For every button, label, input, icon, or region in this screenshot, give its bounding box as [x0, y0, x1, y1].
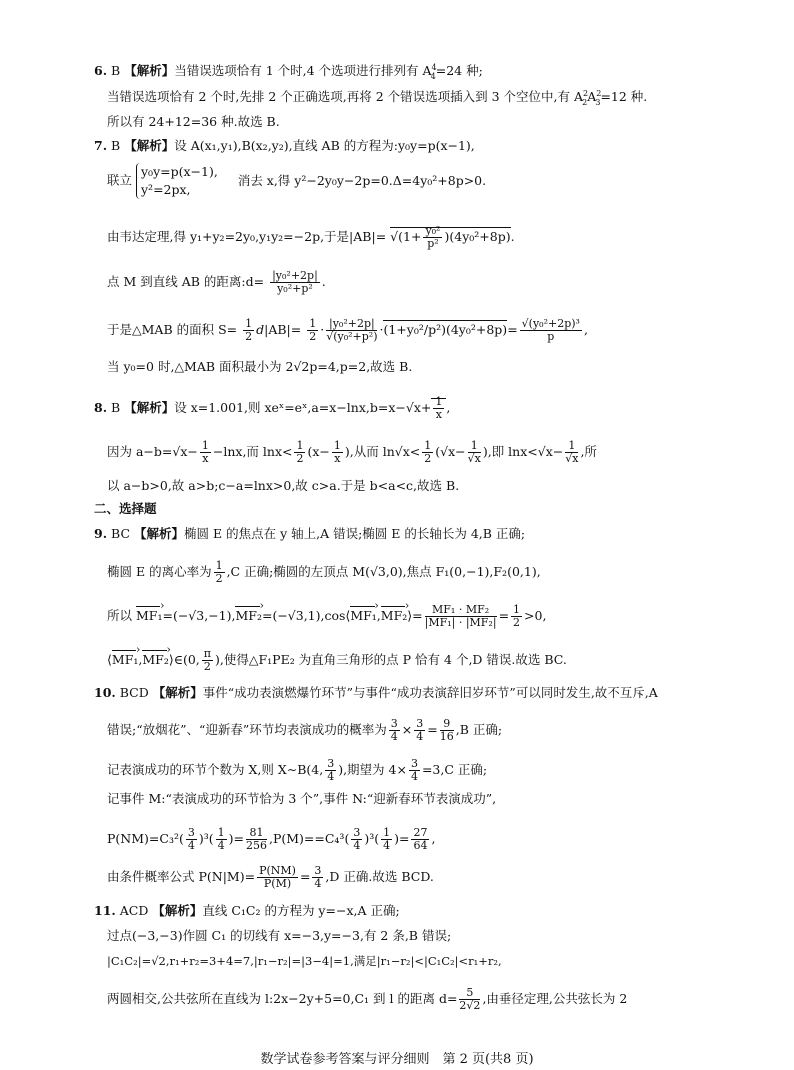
denominator: x: [435, 408, 442, 421]
text: 当错误选项恰有 1 个时,4 个选项进行排列有 A: [174, 63, 432, 78]
text: 椭圆 E 的焦点在 y 轴上,A 错误;椭圆 E 的长轴长为 4,B 正确;: [184, 526, 526, 541]
numerator: 3: [353, 826, 361, 839]
numerator: 1: [435, 395, 443, 408]
fraction: [325, 758, 336, 783]
text: =(−√3,−1),: [162, 608, 236, 623]
denominator: 2: [296, 452, 304, 465]
numerator: 1: [383, 826, 391, 839]
text: ,C 正确;椭圆的左顶点 M(√3,0),焦点 F₁(0,−1),F₂(0,1),: [226, 564, 541, 579]
fraction: [332, 440, 343, 465]
answer-letter: B: [111, 400, 121, 415]
text: 由韦达定理,得 y₁+y₂=2y₀,y₁y₂=−2p,于是|AB|=: [107, 229, 387, 244]
fraction: [200, 440, 211, 465]
numerator: 1: [296, 439, 304, 452]
text: 椭圆 E 的离心率为: [107, 564, 212, 579]
equation: y²=2px,: [141, 182, 191, 197]
numerator: 81: [246, 827, 267, 840]
fraction: [565, 440, 578, 465]
fraction: [351, 827, 362, 852]
text: |AB|=: [264, 322, 302, 337]
text: 过点(−3,−3)作圆 C₁ 的切线有 x=−3,y=−3,有 2 条,B 错误;: [107, 928, 452, 943]
text: (√x−: [435, 444, 466, 459]
denominator: 2: [245, 330, 253, 343]
text: ⟩=: [407, 608, 423, 623]
q7-line3: 由韦达定理,得 y₁+y₂=2y₀,y₁y₂=−2p,于是|AB|= √(1+ $\frac{\text{y₀²}}{\text{p²}}$ )(4y₀²+8p).: [107, 224, 515, 250]
denominator: 4: [353, 839, 361, 852]
text: 事件“成功表演燃爆竹环节”与事件“成功表演辞旧岁环节”可以同时发生,故不互斥,A: [202, 685, 658, 700]
vector: MF₁ ›: [350, 608, 376, 624]
denominator: p: [547, 330, 555, 343]
text: (1+: [398, 229, 422, 244]
text: 因为 a−b=√x−: [107, 444, 198, 459]
question-number: 6.: [94, 63, 108, 78]
denominator: 4: [314, 877, 322, 890]
text: ⟩∈(0,: [168, 652, 200, 667]
denominator: 2: [215, 572, 223, 585]
numerator: 9: [440, 718, 454, 731]
fraction: [312, 865, 323, 890]
fraction: [214, 560, 225, 585]
numerator: 1: [468, 440, 481, 453]
denominator: x: [202, 452, 209, 465]
page-footer: 数学试卷参考答案与评分细则 第 2 页(共8 页): [260, 1052, 534, 1067]
fraction: [423, 225, 442, 250]
text: =: [299, 869, 311, 884]
fraction: [422, 440, 433, 465]
numerator: 1: [215, 559, 223, 572]
q7-line2: [107, 163, 486, 199]
analysis-tag: 【解析】: [152, 685, 203, 700]
text: =: [498, 608, 510, 623]
q10-line2: 错误;“放烟花”、“迎新春”环节均表演成功的概率为 $\frac{3}{4}$ × $\frac{3}{4}$ = $\frac{9}{16}$ ,B 正确;: [107, 717, 503, 743]
denominator: 64: [413, 839, 428, 852]
fraction: [411, 827, 429, 852]
text: (x−: [307, 444, 330, 459]
text: 直线 C₁C₂ 的方程为 y=−x,A 正确;: [202, 903, 400, 918]
question-number: 8.: [94, 400, 108, 415]
q11-line2: [107, 928, 451, 944]
text: 点 M 到直线 AB 的距离:d=: [107, 274, 265, 289]
q7-line6: [107, 359, 412, 375]
text: ),从而 ln√x<: [344, 444, 421, 459]
fraction: [409, 758, 420, 783]
denominator: P(M): [263, 877, 292, 890]
text: ,由垂径定理,公共弦长为 2: [482, 991, 628, 1006]
q10-line6: [107, 865, 434, 890]
fraction: [257, 865, 298, 890]
fraction: [468, 440, 481, 465]
q11-line3: [107, 953, 502, 969]
q9-line4: ⟨MF₁ ›,MF₂ ›⟩∈(0, $\frac{\pi}{2}$ ),使得△F₁PE₂ 为直角三角形的点 P 恰有 4 个,D 错误.故选 BC.: [107, 648, 567, 673]
analysis-tag: 【解析】: [124, 138, 175, 153]
text: 记事件 M:“表演成功的环节恰为 3 个”,事件 N:“迎新春环节表演成功”,: [107, 791, 497, 806]
answer-letter: ACD: [119, 903, 149, 918]
numerator: 1: [217, 826, 225, 839]
q6-line3: [107, 114, 280, 130]
numerator: 1: [565, 440, 578, 453]
fraction: [440, 718, 454, 743]
q10-line5: [107, 827, 435, 852]
text: 所以有 24+12=36 种.故选 B.: [107, 114, 280, 129]
denominator: 2√2: [459, 999, 481, 1012]
q8-line3: [107, 478, 459, 494]
fraction: [307, 318, 318, 343]
text: P(NM)=C₃²(: [107, 831, 184, 846]
answer-letter: B: [111, 138, 121, 153]
text: =12 种.: [600, 89, 648, 104]
question-number: 7.: [94, 138, 108, 153]
text: =24 种;: [435, 63, 483, 78]
analysis-tag: 【解析】: [152, 903, 203, 918]
text: 两圆相交,公共弦所在直线为 l:2x−2y+5=0,C₁ 到 l 的距离 d=: [107, 991, 458, 1006]
text: )=: [228, 831, 244, 846]
q7-line4: 点 M 到直线 AB 的距离:d= $\frac{\text{|y₀²+2p|}}{\text{y₀²+p²}}$ .: [107, 269, 326, 295]
vector: MF₂ ›: [235, 608, 261, 624]
denominator: 4: [217, 839, 225, 852]
text: )(4y₀²+8p): [444, 229, 511, 244]
numerator: 1: [513, 603, 521, 616]
question-number: 10.: [94, 685, 116, 700]
fraction: [243, 318, 254, 343]
denominator: 2: [203, 660, 211, 673]
denominator: 4: [416, 730, 424, 743]
vector: MF₂ ›: [381, 608, 407, 624]
denominator: 4: [390, 730, 398, 743]
q10-line1: [94, 685, 658, 701]
answer-letter: BCD: [119, 685, 149, 700]
answer-letter: B: [111, 63, 121, 78]
text: ,P(M)==C₄³(: [268, 831, 350, 846]
vector: MF₂ ›: [142, 652, 168, 668]
numerator: 3: [187, 826, 195, 839]
question-number: 9.: [94, 526, 108, 541]
denominator: p²: [427, 237, 439, 250]
q10-line4: [107, 791, 496, 807]
fraction: [202, 648, 213, 673]
text: 联立: [107, 172, 133, 188]
text: ),即 lnx<√x−: [482, 444, 564, 459]
denominator: √(y₀²+p²): [326, 330, 378, 343]
fraction: [520, 318, 582, 343]
text: 记表演成功的环节个数为 X,则 X∼B(4,: [107, 762, 324, 777]
q9-line1: [94, 526, 525, 542]
denominator: |MF₁| · |MF₂|: [424, 616, 497, 629]
vector: MF₁ ›: [136, 608, 162, 624]
text: ,B 正确;: [455, 722, 503, 737]
text: >0,: [524, 608, 547, 623]
q7-line1: [94, 138, 475, 154]
q11-line1: [94, 903, 400, 919]
equation-system: [136, 163, 218, 199]
numerator: 1: [424, 439, 432, 452]
text: 于是△MAB 的面积 S=: [107, 322, 238, 337]
text: |C₁C₂|=√2,r₁+r₂=3+4=7,|r₁−r₂|=|3−4|=1,满足|r₁−r₂|<|C₁C₂|<r₁+r₂,: [107, 954, 502, 968]
text: 当 y₀=0 时,△MAB 面积最小为 2√2p=4,p=2,故选 B.: [107, 359, 413, 374]
text: ,所: [580, 444, 597, 459]
vector: MF₁ ›: [112, 652, 138, 668]
q6-line2: 当错误选项恰有 2 个时,先排 2 个正确选项,再将 2 个错误选项插入到 3 个空位中,有 $A^2_2A^2_3=12$ 种.: [107, 88, 648, 107]
numerator: MF₁ · MF₂: [425, 604, 497, 617]
numerator: 3: [410, 757, 418, 770]
q9-line2: [107, 560, 541, 585]
denominator: 4: [410, 770, 418, 783]
fraction: [216, 827, 227, 852]
denominator: 2: [424, 452, 432, 465]
fraction: [433, 396, 444, 421]
denominator: 2: [513, 616, 521, 629]
text: 以 a−b>0,故 a>b;c−a=lnx>0,故 c>a.于是 b<a<c,故选 B.: [107, 478, 460, 493]
numerator: π: [203, 647, 212, 660]
text: 当错误选项恰有 2 个时,先排 2 个正确选项,再将 2 个错误选项插入到 3 个空位中,有 A: [107, 89, 584, 104]
equation: y₀y=p(x−1),: [141, 164, 218, 179]
numerator: 1: [201, 439, 209, 452]
fraction: [326, 318, 377, 343]
analysis-tag: 【解析】: [134, 526, 185, 541]
q9-line3: 所以 MF₁ ›=(−√3,−1),MF₂ ›=(−√3,1),cos⟨MF₁ ›,MF₂ ›⟩= $\frac{\text{MF₁ · MF₂}}{\text{|MF₁| · |MF₂|}}$ = $\frac{1}{2}$ >0,: [107, 604, 546, 629]
q10-line3: [107, 758, 487, 783]
question-number: 11.: [94, 903, 116, 918]
denominator: x: [334, 452, 341, 465]
text: 由条件概率公式 P(N|M)=: [107, 869, 256, 884]
numerator: y₀²: [425, 224, 441, 237]
text: 所以: [107, 608, 133, 623]
numerator: 5: [459, 987, 480, 1000]
numerator: 1: [333, 439, 341, 452]
text: 错误;“放烟花”、“迎新春”环节均表演成功的概率为: [107, 722, 387, 737]
analysis-tag: 【解析】: [124, 400, 175, 415]
q7-line5: 于是△MAB 的面积 S= $\frac{1}{2}$ d|AB|= $\frac{1}{2}$ · $\frac{\text{|y₀²+2p|}}{\text{√(y₀²+p²)}}$ ·(1+y₀²/p²)(4y₀²+8p)= $\frac{\text{√(y₀²+2p)³}}{p}$ ,: [107, 317, 588, 343]
fraction: [186, 827, 197, 852]
text: ),使得△F₁PE₂ 为直角三角形的点 P 恰有 4 个,D 错误.故选 BC.: [215, 652, 567, 667]
numerator: 27: [413, 826, 428, 839]
q11-line4: [107, 987, 627, 1012]
fraction: [294, 440, 305, 465]
denominator: 4: [383, 839, 391, 852]
q8-line1: 8. B 【解析】设 x=1.001,则 xeˣ=eˣ,a=x−lnx,b=x−√x+ $\frac{1}{x}$ ,: [94, 395, 451, 421]
text: 设 A(x₁,y₁),B(x₂,y₂),直线 AB 的方程为:y₀y=p(x−1),: [174, 138, 475, 153]
fraction: [246, 827, 267, 852]
text: 消去 x,得 y²−2y₀y−2p=0.Δ=4y₀²+8p>0.: [237, 172, 487, 188]
fraction: [381, 827, 392, 852]
denominator: 256: [245, 839, 267, 852]
text: )³(: [364, 831, 380, 846]
numerator: 3: [327, 757, 335, 770]
q8-line2: [107, 440, 597, 465]
numerator: 3: [416, 717, 424, 730]
fraction: [414, 718, 425, 743]
denominator: 4: [327, 770, 335, 783]
section-title: 二、选择题: [94, 501, 157, 516]
numerator: 1: [309, 317, 317, 330]
denominator: 16: [439, 730, 454, 743]
sqrt-expression: √(1+ $\frac{\text{y₀²}}{\text{p²}}$ )(4y₀²+8p): [390, 224, 511, 250]
text: =(−√3,1),cos⟨: [261, 608, 351, 623]
numerator: 1: [245, 317, 253, 330]
numerator: |y₀²+2p|: [272, 269, 318, 282]
denominator: 4: [187, 839, 195, 852]
denominator: √x: [467, 452, 481, 465]
denominator: y₀²+p²: [277, 282, 313, 295]
numerator: P(NM): [259, 864, 296, 877]
text: ),期望为 4×: [338, 762, 407, 777]
sqrt-expression: [431, 395, 446, 421]
text: )=: [394, 831, 410, 846]
text: =3,C 正确;: [421, 762, 488, 777]
sqrt-expression: (1+y₀²/p²)(4y₀²+8p): [383, 322, 508, 337]
denominator: 2: [309, 330, 317, 343]
fraction: [270, 270, 320, 295]
text: ,D 正确.故选 BCD.: [325, 869, 434, 884]
text: −lnx,而 lnx<: [212, 444, 293, 459]
analysis-tag: 【解析】: [124, 63, 175, 78]
numerator: 3: [390, 717, 398, 730]
text: )³(: [198, 831, 214, 846]
q6-line1: 6. B 【解析】当错误选项恰有 1 个时,4 个选项进行排列有 $A^4_4=24$ 种;: [94, 62, 483, 81]
numerator: 3: [314, 864, 322, 877]
fraction: [389, 718, 400, 743]
numerator: |y₀²+2p|: [326, 318, 377, 331]
fraction: [425, 604, 497, 629]
text: ,: [431, 831, 436, 846]
denominator: √x: [565, 452, 579, 465]
fraction: [511, 604, 522, 629]
fraction: [459, 987, 480, 1012]
text: 设 x=1.001,则 xeˣ=eˣ,a=x−lnx,b=x−√x+: [174, 400, 432, 415]
numerator: √(y₀²+2p)³: [521, 317, 580, 330]
answer-letter: BC: [111, 526, 131, 541]
